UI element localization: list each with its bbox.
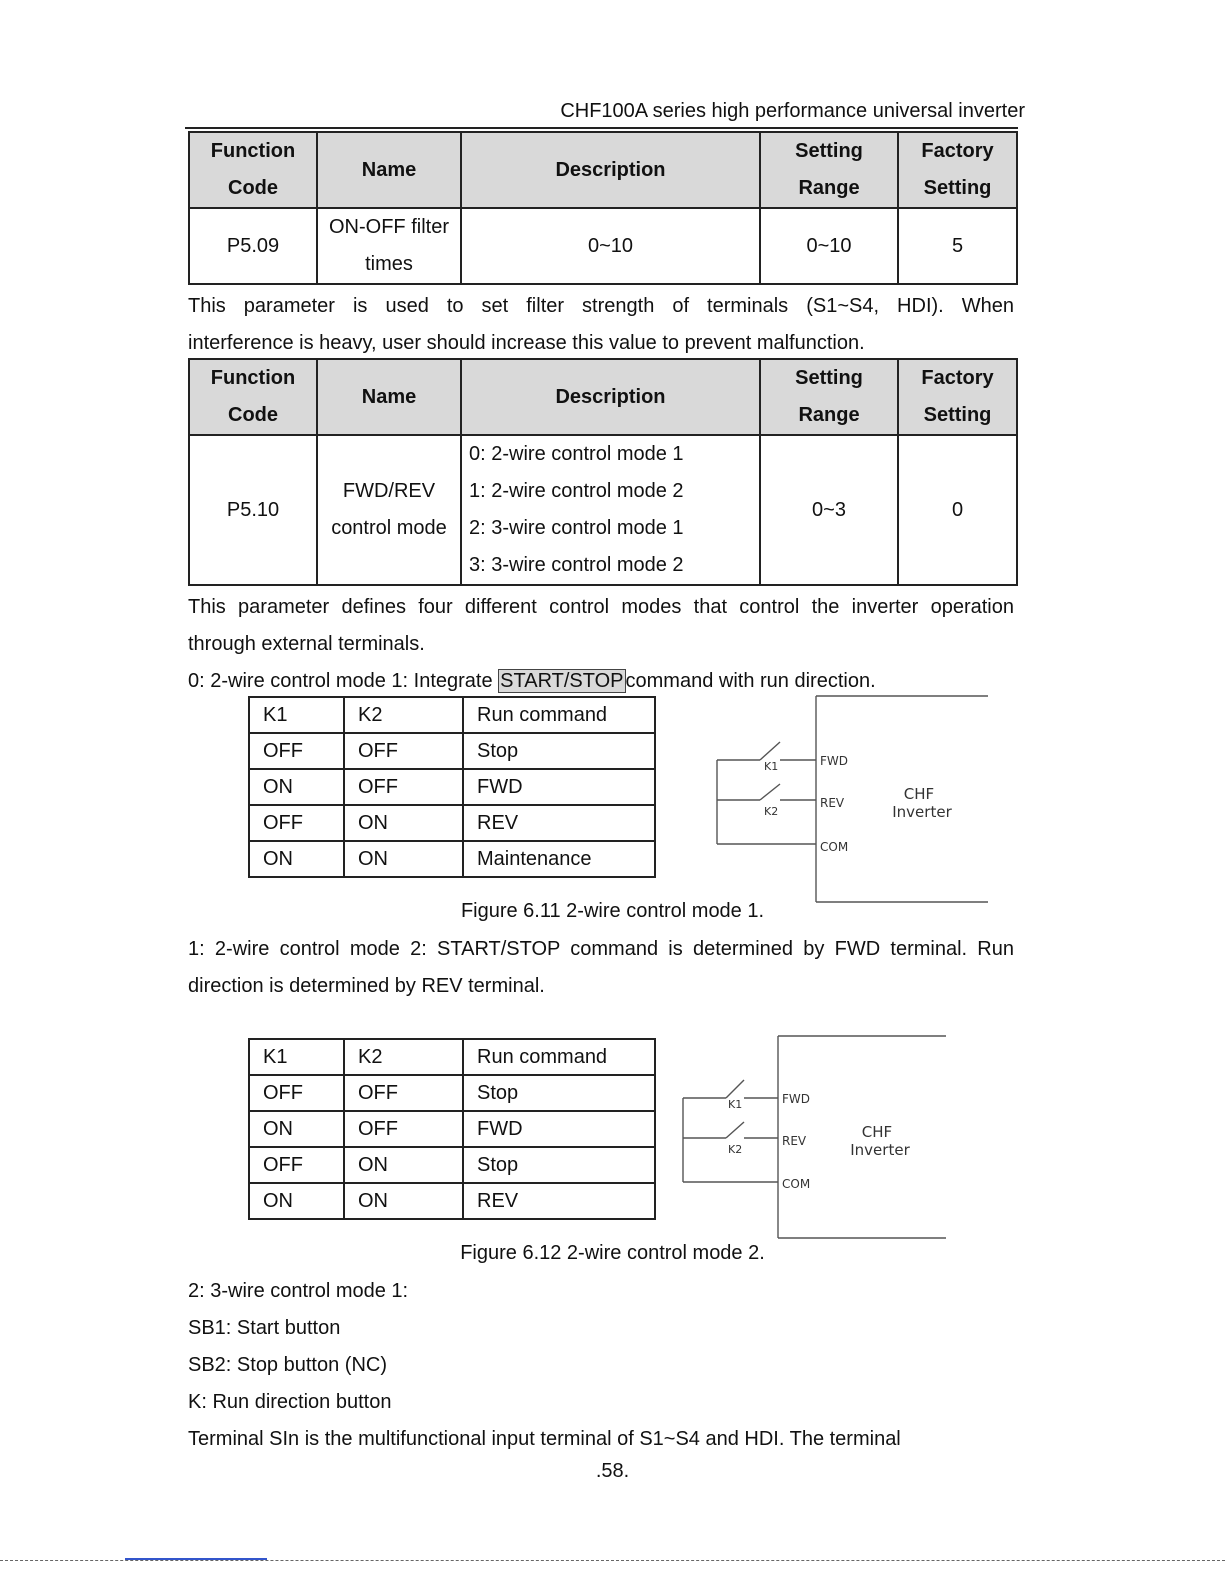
description-item: 1: 2-wire control mode 2 [469,480,684,502]
param-table-p510 [188,358,1018,586]
cell-description: 0~10 [461,208,760,284]
header-setting-range: Setting Range [760,132,898,208]
mode3-line: 2: 3-wire control mode 1: [188,1280,409,1302]
page-number: .58. [595,1460,630,1482]
table-row [189,208,1017,284]
table-row: ON ON REV [249,1183,655,1219]
paragraph-p509-line1: This parameter is used to set filter strength of terminals (S1~S4, HDI). When [188,295,1014,317]
header-name: Name [317,359,461,435]
header-setting-range: Setting Range [760,359,898,435]
terminal-fwd-label: FWD [820,754,849,768]
paragraph-p510-line2: through external terminals. [188,633,425,655]
wiring-diagram-mode1 [712,694,992,906]
inverter-label-line2: Inverter [892,803,952,821]
table-row: OFF OFF Stop [249,733,655,769]
cell-setting-range: 0~10 [760,208,898,284]
terminal-com-label: COM [820,840,849,854]
mode3-line: K: Run direction button [188,1391,392,1413]
cell-function-code: P5.10 [189,435,317,585]
cell-factory-setting: 5 [898,208,1017,284]
inverter-label-line1: CHF [903,785,935,803]
terminal-fwd-label: FWD [782,1092,811,1106]
mode2-intro-line2: direction is determined by REV terminal. [188,975,545,997]
highlighted-term: START/STOP [500,670,624,692]
table-row: ON OFF FWD [249,1111,655,1147]
description-item: 2: 3-wire control mode 1 [469,517,684,539]
bottom-link-underline [125,1558,267,1560]
inverter-label-line1: CHF [861,1123,893,1141]
cell-name: FWD/REV control mode [317,435,461,585]
truth-table-mode2 [248,1038,656,1220]
table-row: OFF ON REV [249,805,655,841]
description-item: 3: 3-wire control mode 2 [469,554,684,576]
figure-caption-6-11: Figure 6.11 2-wire control mode 1. [460,900,765,922]
header-factory-setting: Factory Setting [898,132,1017,208]
table-row: OFF OFF Stop [249,1075,655,1111]
wiring-diagram-mode2 [678,1034,950,1244]
cell-name: ON-OFF filter times [317,208,461,284]
table-row [189,435,1017,585]
header-function-code: Function Code [189,132,317,208]
terminal-rev-label: REV [820,796,845,810]
header-name: Name [317,132,461,208]
table-header-row [189,359,1017,435]
header-factory-setting: Factory Setting [898,359,1017,435]
switch-k2-label: K2 [728,1143,743,1156]
mode3-line: SB2: Stop button (NC) [188,1354,387,1376]
page-header-title: CHF100A series high performance universal inverter [560,100,1025,122]
cell-factory-setting: 0 [898,435,1017,585]
table-row: OFF ON Stop [249,1147,655,1183]
terminal-rev-label: REV [782,1134,807,1148]
switch-k2-label: K2 [764,805,779,818]
header-description: Description [461,359,760,435]
mode3-line: SB1: Start button [188,1317,341,1339]
terminal-com-label: COM [782,1177,811,1191]
header-function-code: Function Code [189,359,317,435]
bottom-dashed-rule [0,1560,1225,1561]
cell-description [461,435,760,585]
switch-k1-label: K1 [764,760,779,773]
mode3-line: Terminal SIn is the multifunctional input terminal of S1~S4 and HDI. The terminal [188,1428,901,1450]
table-row: ON OFF FWD [249,769,655,805]
param-table-p509 [188,131,1018,285]
mode1-intro: 0: 2-wire control mode 1: Integrate START/STOP command with run direction. [188,670,876,692]
inverter-label-line2: Inverter [850,1141,910,1159]
description-item: 0: 2-wire control mode 1 [469,443,684,465]
table-row: K1 K2 Run command [249,697,655,733]
table-header-row [189,132,1017,208]
paragraph-p510-line1: This parameter defines four different control modes that control the inverter operation [188,596,1014,618]
figure-caption-6-12: Figure 6.12 2-wire control mode 2. [460,1242,765,1264]
cell-function-code: P5.09 [189,208,317,284]
cell-setting-range: 0~3 [760,435,898,585]
truth-table-mode1 [248,696,656,878]
table-row: ON ON Maintenance [249,841,655,877]
switch-k1-label: K1 [728,1098,743,1111]
mode2-intro-line1: 1: 2-wire control mode 2: START/STOP command is determined by FWD terminal. Run [188,938,1014,960]
table-row: K1 K2 Run command [249,1039,655,1075]
header-rule [185,127,1018,129]
header-description: Description [461,132,760,208]
paragraph-p509-line2: interference is heavy, user should increase this value to prevent malfunction. [188,332,865,354]
